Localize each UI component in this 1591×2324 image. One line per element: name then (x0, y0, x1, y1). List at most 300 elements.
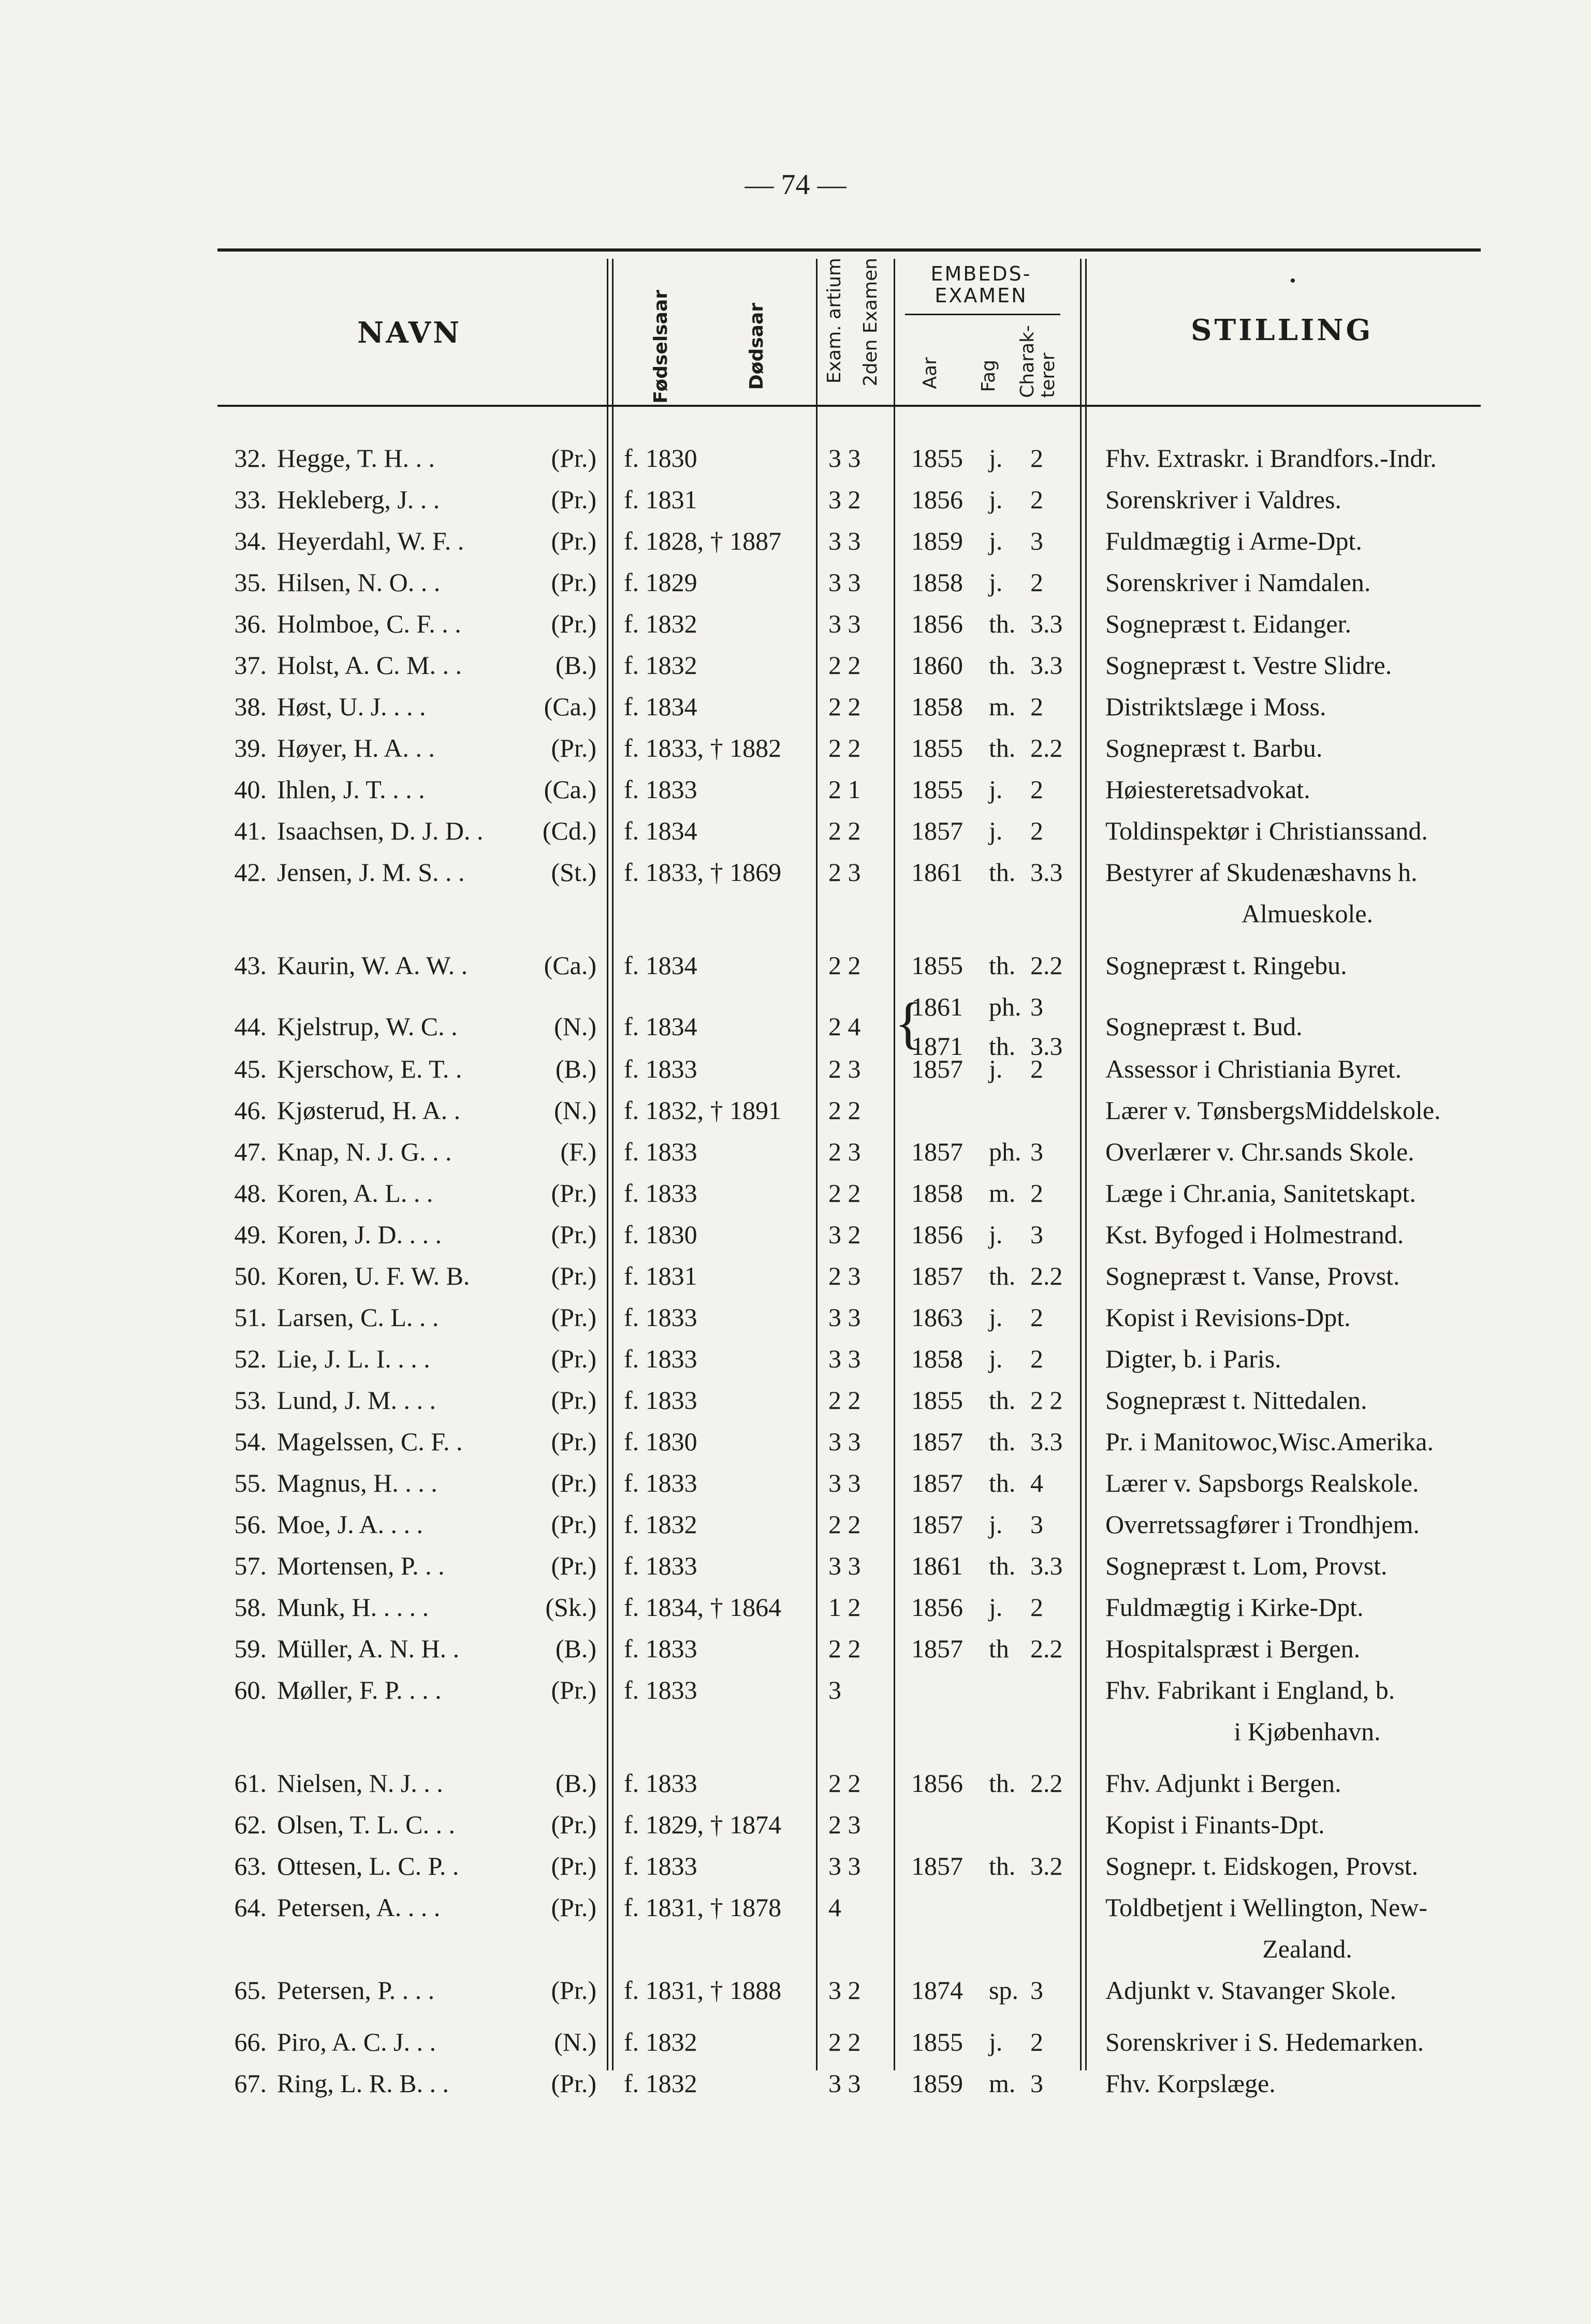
row-born: f. 1833 (624, 1303, 697, 1332)
row-born: f. 1833 (624, 1769, 697, 1798)
row-embeds-kar: 2 (1030, 568, 1043, 597)
row-embeds-year: 1856 (911, 609, 963, 638)
row-name: Isaachsen, D. J. D. . (277, 816, 484, 845)
row-embeds-fag: m. (989, 692, 1016, 721)
row-name: Møller, F. P. . . . (277, 1675, 442, 1704)
row-number: 59. (234, 1634, 267, 1663)
row-exam: 3 3 (828, 2069, 861, 2098)
row-code: (B.) (555, 651, 596, 680)
column-divider-years (816, 259, 818, 2070)
row-born: f. 1832 (624, 1510, 697, 1539)
header-charakterer: Charak- terer (1017, 325, 1059, 398)
row-embeds-fag: j. (989, 775, 1003, 804)
row-born: f. 1831 (624, 485, 697, 514)
row-born: f. 1833 (624, 1386, 697, 1415)
row-number: 47. (234, 1137, 267, 1166)
row-embeds-kar: 2 (1030, 2027, 1043, 2056)
row-number: 36. (234, 609, 267, 638)
row-embeds-year: 1857 (911, 816, 963, 845)
row-stilling-2: i Kjøbenhavn. (1234, 1717, 1381, 1746)
row-stilling: Læge i Chr.ania, Sanitetskapt. (1105, 1179, 1416, 1208)
row-born: f. 1830 (624, 1220, 697, 1249)
row-embeds-fag: j. (989, 1054, 1003, 1083)
row-embeds-kar: 2.2 (1030, 1261, 1063, 1290)
row-stilling: Pr. i Manitowoc,Wisc.Amerika. (1105, 1427, 1434, 1456)
row-embeds-year: 1861 (911, 992, 963, 1021)
row-embeds-year: 1856 (911, 1220, 963, 1249)
row-number: 64. (234, 1893, 267, 1922)
row-embeds-kar: 3.3 (1030, 1427, 1063, 1456)
row-embeds-kar: 3 (1030, 1137, 1043, 1166)
brace-mark: { (895, 991, 922, 1054)
row-number: 67. (234, 2069, 267, 2098)
row-embeds-year: 1858 (911, 1344, 963, 1373)
row-name: Heyerdahl, W. F. . (277, 526, 464, 555)
row-code: (B.) (555, 1054, 596, 1083)
row-number: 62. (234, 1810, 267, 1839)
row-exam: 2 1 (828, 775, 861, 804)
row-name: Ottesen, L. C. P. . (277, 1851, 459, 1880)
column-divider-name (607, 259, 608, 2070)
page-number: — 74 — (745, 169, 846, 201)
row-stilling: Sognepræst t. Vestre Slidre. (1105, 651, 1392, 680)
row-number: 65. (234, 1976, 267, 2005)
row-number: 34. (234, 526, 267, 555)
row-embeds-kar: 2 (1030, 1593, 1043, 1622)
row-number: 57. (234, 1551, 267, 1580)
row-number: 52. (234, 1344, 267, 1373)
row-code: (B.) (555, 1634, 596, 1663)
row-embeds-fag: sp. (989, 1976, 1018, 2005)
row-exam: 2 2 (828, 816, 861, 845)
row-embeds-kar: 2 (1030, 485, 1043, 514)
header-embedsexamen (903, 263, 1059, 306)
row-stilling: Lærer v. TønsbergsMiddelskole. (1105, 1096, 1441, 1125)
row-embeds-kar: 4 (1030, 1468, 1043, 1497)
row-code: (N.) (554, 1096, 596, 1125)
row-embeds-fag: th. (989, 651, 1016, 680)
row-stilling: Toldinspektør i Christianssand. (1105, 816, 1428, 845)
row-embeds-year-2: 1871 (911, 1032, 963, 1061)
row-name: Mortensen, P. . . (277, 1551, 445, 1580)
row-embeds-fag: j. (989, 1220, 1003, 1249)
row-code: (Cd.) (542, 816, 596, 845)
row-embeds-year: 1855 (911, 444, 963, 473)
row-stilling: Sorenskriver i Namdalen. (1105, 568, 1371, 597)
row-embeds-fag: th (989, 1634, 1009, 1663)
row-stilling: Kopist i Revisions-Dpt. (1105, 1303, 1351, 1332)
row-stilling-2: Almueskole. (1241, 899, 1374, 928)
row-name: Kjerschow, E. T. . (277, 1054, 462, 1083)
row-name: Petersen, P. . . . (277, 1976, 435, 2005)
row-exam: 2 2 (828, 651, 861, 680)
row-embeds-fag: m. (989, 1179, 1016, 1208)
row-code: (Pr.) (551, 1468, 596, 1497)
row-code: (F.) (560, 1137, 596, 1166)
row-embeds-kar: 3.3 (1030, 609, 1063, 638)
row-code: (Pr.) (551, 1851, 596, 1880)
row-number: 44. (234, 1012, 267, 1041)
header-bottom-rule (217, 405, 1481, 407)
row-embeds-year: 1857 (911, 1468, 963, 1497)
row-number: 50. (234, 1261, 267, 1290)
row-embeds-fag: j. (989, 1344, 1003, 1373)
row-code: (Pr.) (551, 485, 596, 514)
row-embeds-fag: th. (989, 609, 1016, 638)
row-number: 66. (234, 2027, 267, 2056)
row-exam: 3 3 (828, 1551, 861, 1580)
row-number: 54. (234, 1427, 267, 1456)
row-exam: 3 3 (828, 609, 861, 638)
row-embeds-fag: ph. (989, 1137, 1021, 1166)
row-embeds-fag: j. (989, 2027, 1003, 2056)
row-stilling: Adjunkt v. Stavanger Skole. (1105, 1976, 1396, 2005)
column-divider-embeds-2 (1085, 259, 1087, 2070)
row-embeds-year: 1855 (911, 775, 963, 804)
row-name: Kjøsterud, H. A. . (277, 1096, 461, 1125)
row-embeds-year: 1855 (911, 2027, 963, 2056)
row-code: (Pr.) (551, 1510, 596, 1539)
row-born: f. 1832 (624, 651, 697, 680)
column-divider-name-2 (612, 259, 614, 2070)
row-stilling: Sognepræst t. Lom, Provst. (1105, 1551, 1388, 1580)
embeds-subrule (905, 314, 1060, 315)
row-born: f. 1833 (624, 775, 697, 804)
row-name: Knap, N. J. G. . . (277, 1137, 452, 1166)
row-name: Høst, U. J. . . . (277, 692, 426, 721)
row-exam: 2 2 (828, 1386, 861, 1415)
row-stilling: Kopist i Finants-Dpt. (1105, 1810, 1325, 1839)
row-stilling: Sorenskriver i Valdres. (1105, 485, 1341, 514)
row-stilling: Sorenskriver i S. Hedemarken. (1105, 2027, 1424, 2056)
row-name: Jensen, J. M. S. . . (277, 858, 465, 887)
row-name: Olsen, T. L. C. . . (277, 1810, 455, 1839)
row-exam: 3 3 (828, 1468, 861, 1497)
row-embeds-fag: j. (989, 526, 1003, 555)
row-exam: 1 2 (828, 1593, 861, 1622)
row-born: f. 1831, † 1878 (624, 1893, 782, 1922)
row-stilling: Sognepræst t. Barbu. (1105, 733, 1323, 762)
row-exam: 3 (828, 1675, 841, 1704)
row-exam: 2 3 (828, 1137, 861, 1166)
row-born: f. 1832 (624, 2069, 697, 2098)
row-name: Nielsen, N. J. . . (277, 1769, 443, 1798)
row-stilling: Fhv. Korpslæge. (1105, 2069, 1276, 2098)
row-name: Hekleberg, J. . . (277, 485, 440, 514)
row-code: (Pr.) (551, 1976, 596, 2005)
row-born: f. 1830 (624, 444, 697, 473)
row-born: f. 1830 (624, 1427, 697, 1456)
row-exam: 2 3 (828, 1054, 861, 1083)
row-code: (Pr.) (551, 444, 596, 473)
row-embeds-year: 1874 (911, 1976, 963, 2005)
row-stilling: Assessor i Christiania Byret. (1105, 1054, 1402, 1083)
row-name: Hegge, T. H. . . (277, 444, 435, 473)
row-code: (Pr.) (551, 1893, 596, 1922)
row-code: (Pr.) (551, 1810, 596, 1839)
row-embeds-year: 1858 (911, 1179, 963, 1208)
row-embeds-kar: 3.3 (1030, 1551, 1063, 1580)
row-code: (Pr.) (551, 568, 596, 597)
row-born: f. 1833 (624, 1468, 697, 1497)
row-number: 58. (234, 1593, 267, 1622)
row-name: Larsen, C. L. . . (277, 1303, 439, 1332)
row-stilling: Høiesteretsadvokat. (1105, 775, 1310, 804)
row-stilling: Sognepræst t. Nittedalen. (1105, 1386, 1367, 1415)
row-embeds-year: 1855 (911, 951, 963, 980)
row-born: f. 1833 (624, 1551, 697, 1580)
row-number: 41. (234, 816, 267, 845)
row-embeds-kar: 2.2 (1030, 1634, 1063, 1663)
row-embeds-kar: 2.2 (1030, 951, 1063, 980)
row-embeds-year: 1857 (911, 1054, 963, 1083)
row-code: (Pr.) (551, 1427, 596, 1456)
row-name: Kjelstrup, W. C. . (277, 1012, 458, 1041)
header-dodsaar: Dødsaar (746, 303, 767, 390)
row-exam: 3 2 (828, 1976, 861, 2005)
row-embeds-kar: 2 (1030, 1303, 1043, 1332)
row-name: Holmboe, C. F. . . (277, 609, 461, 638)
row-exam: 3 3 (828, 568, 861, 597)
row-embeds-kar: 3 (1030, 1220, 1043, 1249)
row-number: 35. (234, 568, 267, 597)
row-exam: 4 (828, 1893, 841, 1922)
row-name: Moe, J. A. . . . (277, 1510, 423, 1539)
header-anden-examen: 2den Examen (860, 258, 881, 387)
row-born: f. 1833 (624, 1054, 697, 1083)
row-embeds-fag: j. (989, 568, 1003, 597)
row-number: 40. (234, 775, 267, 804)
row-name: Hilsen, N. O. . . (277, 568, 441, 597)
row-born: f. 1834 (624, 951, 697, 980)
row-stilling: Toldbetjent i Wellington, New- (1105, 1893, 1427, 1922)
row-embeds-kar: 2 (1030, 692, 1043, 721)
row-stilling: Hospitalspræst i Bergen. (1105, 1634, 1361, 1663)
row-embeds-year: 1857 (911, 1427, 963, 1456)
row-embeds-kar: 3 (1030, 2069, 1043, 2098)
row-name: Ring, L. R. B. . . (277, 2069, 449, 2098)
row-number: 33. (234, 485, 267, 514)
row-embeds-kar: 2 (1030, 1054, 1043, 1083)
row-embeds-fag: th. (989, 1769, 1016, 1798)
row-embeds-fag: ph. (989, 992, 1021, 1021)
row-exam: 2 2 (828, 692, 861, 721)
row-stilling: Fuldmægtig i Kirke-Dpt. (1105, 1593, 1364, 1622)
row-embeds-year: 1861 (911, 1551, 963, 1580)
row-embeds-kar: 2 (1030, 1344, 1043, 1373)
row-stilling: Sognepr. t. Eidskogen, Provst. (1105, 1851, 1419, 1880)
row-embeds-fag: th. (989, 858, 1016, 887)
row-number: 42. (234, 858, 267, 887)
row-born: f. 1833 (624, 1344, 697, 1373)
row-exam: 2 2 (828, 2027, 861, 2056)
row-embeds-fag: j. (989, 1510, 1003, 1539)
row-embeds-fag: th. (989, 1261, 1016, 1290)
row-exam: 3 2 (828, 485, 861, 514)
row-exam: 2 3 (828, 858, 861, 887)
row-embeds-fag: th. (989, 951, 1016, 980)
row-code: (Sk.) (545, 1593, 596, 1622)
row-stilling: Fhv. Fabrikant i England, b. (1105, 1675, 1395, 1704)
row-name: Ihlen, J. T. . . . (277, 775, 425, 804)
row-stilling-2: Zealand. (1262, 1934, 1352, 1963)
top-rule (217, 248, 1481, 252)
row-embeds-kar: 2.2 (1030, 1769, 1063, 1798)
row-born: f. 1833, † 1882 (624, 733, 782, 762)
row-code: (N.) (554, 1012, 596, 1041)
row-exam: 2 2 (828, 1769, 861, 1798)
row-stilling: Sognepræst t. Eidanger. (1105, 609, 1351, 638)
row-stilling: Fhv. Extraskr. i Brandfors.-Indr. (1105, 444, 1437, 473)
row-born: f. 1833 (624, 1675, 697, 1704)
row-stilling: Overlærer v. Chr.sands Skole. (1105, 1137, 1414, 1166)
row-code: (Pr.) (551, 609, 596, 638)
row-code: (Pr.) (551, 733, 596, 762)
row-name: Lund, J. M. . . . (277, 1386, 436, 1415)
row-code: (Pr.) (551, 1179, 596, 1208)
header-fodselsaar: Fødselsaar (650, 290, 672, 404)
row-code: (Ca.) (544, 775, 596, 804)
row-exam: 2 2 (828, 1634, 861, 1663)
row-number: 38. (234, 692, 267, 721)
row-number: 63. (234, 1851, 267, 1880)
row-embeds-year: 1855 (911, 1386, 963, 1415)
row-code: (St.) (551, 858, 596, 887)
row-code: (Pr.) (551, 1386, 596, 1415)
header-stilling: STILLING (1191, 313, 1374, 347)
row-stilling: Sognepræst t. Ringebu. (1105, 951, 1347, 980)
row-born: f. 1831, † 1888 (624, 1976, 782, 2005)
header-aar: Aar (919, 357, 941, 389)
row-embeds-year: 1856 (911, 1769, 963, 1798)
row-name: Koren, A. L. . . (277, 1179, 433, 1208)
row-embeds-kar: 3.3 (1030, 651, 1063, 680)
row-born: f. 1828, † 1887 (624, 526, 782, 555)
row-embeds-fag: th. (989, 733, 1016, 762)
row-embeds-kar: 3 (1030, 1976, 1043, 2005)
row-name: Koren, U. F. W. B. (277, 1261, 470, 1290)
row-embeds-year: 1857 (911, 1137, 963, 1166)
row-embeds-fag: j. (989, 1303, 1003, 1332)
row-embeds-kar-2: 3.3 (1030, 1032, 1063, 1061)
row-born: f. 1834, † 1864 (624, 1593, 782, 1622)
row-embeds-fag-2: th. (989, 1032, 1016, 1061)
row-embeds-kar: 2 (1030, 444, 1043, 473)
row-stilling: Fhv. Adjunkt i Bergen. (1105, 1769, 1341, 1798)
row-code: (Pr.) (551, 1261, 596, 1290)
column-divider-embeds (1080, 259, 1082, 2070)
row-stilling: Distriktslæge i Moss. (1105, 692, 1326, 721)
row-embeds-fag: th. (989, 1386, 1016, 1415)
row-stilling: Digter, b. i Paris. (1105, 1344, 1281, 1373)
row-name: Petersen, A. . . . (277, 1893, 441, 1922)
row-exam: 2 2 (828, 951, 861, 980)
row-born: f. 1834 (624, 816, 697, 845)
header-fag: Fag (978, 360, 999, 392)
row-embeds-fag: j. (989, 444, 1003, 473)
row-number: 60. (234, 1675, 267, 1704)
row-exam: 3 3 (828, 1344, 861, 1373)
row-name: Kaurin, W. A. W. . (277, 951, 468, 980)
row-name: Müller, A. N. H. . (277, 1634, 460, 1663)
row-code: (Ca.) (544, 692, 596, 721)
row-code: (N.) (554, 2027, 596, 2056)
row-embeds-fag: th. (989, 1468, 1016, 1497)
row-stilling: Overretssagfører i Trondhjem. (1105, 1510, 1420, 1539)
row-born: f. 1833 (624, 1137, 697, 1166)
row-exam: 3 3 (828, 1427, 861, 1456)
row-stilling: Lærer v. Sapsborgs Realskole. (1105, 1468, 1419, 1497)
row-born: f. 1833 (624, 1851, 697, 1880)
row-embeds-year: 1857 (911, 1261, 963, 1290)
row-embeds-year: 1856 (911, 485, 963, 514)
row-embeds-year: 1857 (911, 1851, 963, 1880)
row-embeds-kar: 2 (1030, 1179, 1043, 1208)
row-exam: 2 2 (828, 1510, 861, 1539)
row-embeds-year: 1858 (911, 568, 963, 597)
row-embeds-year: 1855 (911, 733, 963, 762)
row-number: 56. (234, 1510, 267, 1539)
row-embeds-fag: j. (989, 816, 1003, 845)
header-exam-artium: Exam. artium (824, 258, 845, 384)
row-number: 49. (234, 1220, 267, 1249)
row-number: 61. (234, 1769, 267, 1798)
row-embeds-year: 1856 (911, 1593, 963, 1622)
row-code: (B.) (555, 1769, 596, 1798)
row-born: f. 1833, † 1869 (624, 858, 782, 887)
row-name: Magnus, H. . . . (277, 1468, 437, 1497)
row-code: (Pr.) (551, 1551, 596, 1580)
row-embeds-fag: j. (989, 1593, 1003, 1622)
row-embeds-year: 1863 (911, 1303, 963, 1332)
row-embeds-year: 1857 (911, 1510, 963, 1539)
row-exam: 3 3 (828, 526, 861, 555)
row-born: f. 1832 (624, 609, 697, 638)
row-embeds-year: 1857 (911, 1634, 963, 1663)
row-embeds-year: 1860 (911, 651, 963, 680)
row-embeds-fag: th. (989, 1851, 1016, 1880)
row-name: Holst, A. C. M. . . (277, 651, 462, 680)
row-embeds-year: 1859 (911, 526, 963, 555)
row-stilling: Fuldmægtig i Arme-Dpt. (1105, 526, 1362, 555)
row-born: f. 1832, † 1891 (624, 1096, 782, 1125)
header-dot (1291, 278, 1295, 283)
row-stilling: Bestyrer af Skudenæshavns h. (1105, 858, 1418, 887)
row-stilling: Sognepræst t. Vanse, Provst. (1105, 1261, 1400, 1290)
row-embeds-kar: 3 (1030, 1510, 1043, 1539)
row-embeds-kar: 3.2 (1030, 1851, 1063, 1880)
row-number: 43. (234, 951, 267, 980)
row-exam: 2 4 (828, 1012, 861, 1041)
row-code: (Pr.) (551, 1220, 596, 1249)
row-embeds-fag: th. (989, 1551, 1016, 1580)
row-exam: 2 2 (828, 733, 861, 762)
row-born: f. 1834 (624, 1012, 697, 1041)
row-number: 51. (234, 1303, 267, 1332)
row-number: 37. (234, 651, 267, 680)
row-stilling: Sognepræst t. Bud. (1105, 1012, 1303, 1041)
row-code: (Pr.) (551, 1344, 596, 1373)
row-embeds-kar: 2 (1030, 775, 1043, 804)
row-name: Piro, A. C. J. . . (277, 2027, 436, 2056)
row-exam: 3 3 (828, 1851, 861, 1880)
row-embeds-kar: 3 (1030, 526, 1043, 555)
row-exam: 2 2 (828, 1179, 861, 1208)
row-embeds-kar: 3.3 (1030, 858, 1063, 887)
row-number: 32. (234, 444, 267, 473)
row-born: f. 1832 (624, 2027, 697, 2056)
row-stilling: Kst. Byfoged i Holmestrand. (1105, 1220, 1404, 1249)
